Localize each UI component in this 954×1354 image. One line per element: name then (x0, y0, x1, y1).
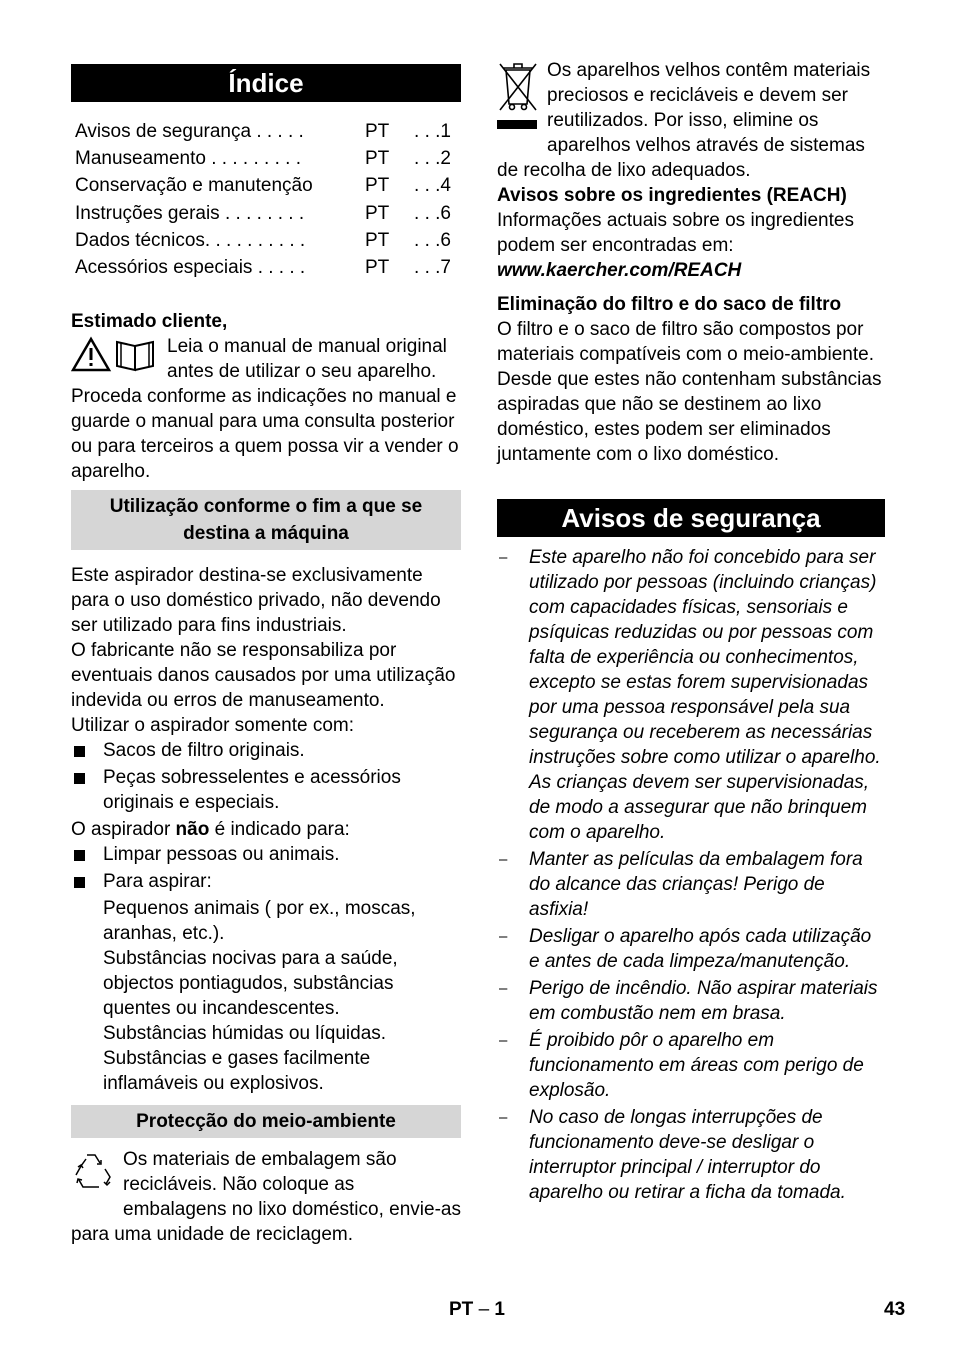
safety-item: – Desligar o aparelho após cada utilização e antes de cada limpeza/manutenção. (497, 924, 885, 974)
page-number: 43 (884, 1299, 906, 1320)
filter-text-1: O filtro e o saco de filtro são compostos por materiais compatíveis com o meio-ambiente. (497, 319, 874, 365)
weee-bin-icon (497, 60, 539, 139)
not-for-post: é indicado para: (209, 819, 350, 841)
intended-use-text: Este aspirador destina-se exclusivamente para o uso doméstico privado, não devendo ser utilizado para fins industriais. (71, 565, 441, 637)
right-column (497, 58, 885, 1207)
footer-dash: – (478, 1299, 490, 1320)
reach-text: Informações actuais sobre os ingredientes podem ser encontradas em: (497, 210, 854, 256)
old-devices-block (497, 58, 885, 183)
toc-entry-lang: PT (365, 148, 390, 170)
greeting-title: Estimado cliente, (71, 311, 228, 333)
list-item: Sacos de filtro originais. (71, 738, 461, 763)
toc-entry[interactable] (75, 172, 461, 199)
reach-link[interactable]: www.kaercher.com/REACH (497, 260, 742, 281)
index-title: Índice (71, 64, 461, 102)
toc-entry-page: . . .2 (414, 148, 451, 170)
not-for-pre: O aspirador (71, 819, 176, 841)
safety-title: Avisos de segurança (497, 499, 885, 537)
list-item: Peças sobresselentes e acessórios originais e especiais. (71, 765, 461, 815)
old-devices-text: Os aparelhos velhos contêm materiais preciosos e recicláveis e devem ser reutilizados. Por isso, elimine os aparelhos velhos através de sistemas de recolha de lixo adequados. (497, 60, 871, 181)
toc-entry-page: . . .7 (414, 256, 451, 278)
safety-item: – É proibido pôr o aparelho em funcionamento em áreas com perigo de explosão. (497, 1028, 885, 1103)
toc-entry-lang: PT (365, 256, 390, 278)
liability-text: O fabricante não se responsabiliza por eventuais danos causados por uma utilização indevida ou erros de manuseamento. (71, 640, 456, 712)
use-with-list (71, 738, 461, 815)
use-only-with-text: Utilizar o aspirador somente com: (71, 715, 354, 737)
reach-title: Avisos sobre os ingredientes (REACH) (497, 185, 847, 206)
recycle-icon (71, 1149, 115, 1200)
table-of-contents (75, 118, 461, 281)
filter-title: Eliminação do filtro e do saco de filtro (497, 294, 842, 315)
environment-heading: Protecção do meio-ambiente (71, 1105, 461, 1138)
left-column (71, 64, 461, 1247)
safety-item: – Este aparelho não foi concebido para ser utilizado por pessoas (incluindo crianças) com capacidades físicas, sensoriais e psíquicas reduzidas ou por pessoas com falta de experiência ou conhecimentos, excepto se estas forem supervisionadas por uma pessoa responsável pela sua segurança ou receberem as necessárias instruções sobre como utilizar o aparelho. As crianças devem ser supervisionadas, de modo a assegurar que não brinquem com o aparelho. (497, 545, 885, 845)
toc-entry[interactable] (75, 200, 461, 227)
safety-item: – Perigo de incêndio. Não aspirar materiais em combustão nem em brasa. (497, 976, 885, 1026)
toc-entry-page: . . .4 (414, 175, 451, 197)
toc-entry-page: . . .1 (414, 121, 451, 142)
toc-entry[interactable] (75, 118, 461, 145)
footer-section-ref (449, 1297, 505, 1322)
toc-entry-lang: PT (365, 175, 390, 197)
footer-section-page: 1 (494, 1299, 505, 1320)
intended-use-heading: Utilização conforme o fim a que se destina a máquina (71, 490, 461, 550)
greeting-text: Leia o manual de manual original antes de utilizar o seu aparelho. Proceda conforme as indicações no manual e guarde o manual para uma consulta posterior ou para terceiros a quem possa vir a vender o aparelho. (71, 336, 459, 483)
sub-item: Substâncias húmidas ou líquidas. (103, 1023, 387, 1045)
warning-manual-icon (71, 336, 159, 379)
packaging-text: Os materiais de embalagem são recicláveis. Não coloque as embalagens no lixo doméstico, envie-as para uma unidade de reciclagem. (71, 1149, 461, 1246)
toc-entry-lang: PT (365, 229, 390, 251)
not-for-sublist (71, 896, 461, 1096)
toc-entry-title: Dados técnicos. . . . . . . . . . (75, 229, 306, 251)
toc-entry-title: Instruções gerais . . . . . . . . (75, 202, 305, 224)
toc-entry-lang: PT (365, 121, 390, 142)
toc-entry[interactable] (75, 145, 461, 172)
toc-entry-lang: PT (365, 202, 390, 224)
toc-entry-title: Acessórios especiais . . . . . (75, 256, 306, 278)
not-for-bold: não (175, 819, 210, 841)
toc-entry-page: . . .6 (414, 229, 451, 251)
sub-item: Pequenos animais ( por ex., moscas, aranhas, etc.). (103, 898, 416, 945)
greeting-block (71, 334, 461, 484)
toc-entry[interactable] (75, 227, 461, 254)
not-for-list (71, 842, 461, 894)
toc-entry[interactable] (75, 254, 461, 281)
sub-item: Substâncias e gases facilmente inflamáveis ou explosivos. (103, 1048, 371, 1095)
not-for-text (71, 817, 461, 842)
toc-entry-title: Avisos de segurança . . . . . (75, 121, 304, 142)
packaging-block (71, 1147, 461, 1247)
toc-entry-page: . . .6 (414, 202, 451, 224)
sub-item: Substâncias nocivas para a saúde, objectos pontiagudos, substâncias quentes ou incandescentes. (103, 948, 398, 1020)
filter-text-2: Desde que estes não contenham substâncias aspiradas que não se destinem ao lixo doméstico, estes podem ser eliminados juntamente com o lixo doméstico. (497, 369, 882, 465)
toc-entry-title: Conservação e manutenção (75, 175, 313, 197)
safety-item: – No caso de longas interrupções de funcionamento deve-se desligar o interruptor principal / interruptor do aparelho ou retirar a ficha da tomada. (497, 1105, 885, 1205)
toc-entry-title: Manuseamento . . . . . . . . . (75, 148, 301, 170)
safety-list (497, 545, 885, 1205)
footer-lang: PT (449, 1299, 474, 1320)
list-item: Limpar pessoas ou animais. (71, 842, 461, 867)
list-item: Para aspirar: (71, 869, 461, 894)
safety-item: – Manter as películas da embalagem fora do alcance das crianças! Perigo de asfixia! (497, 847, 885, 922)
